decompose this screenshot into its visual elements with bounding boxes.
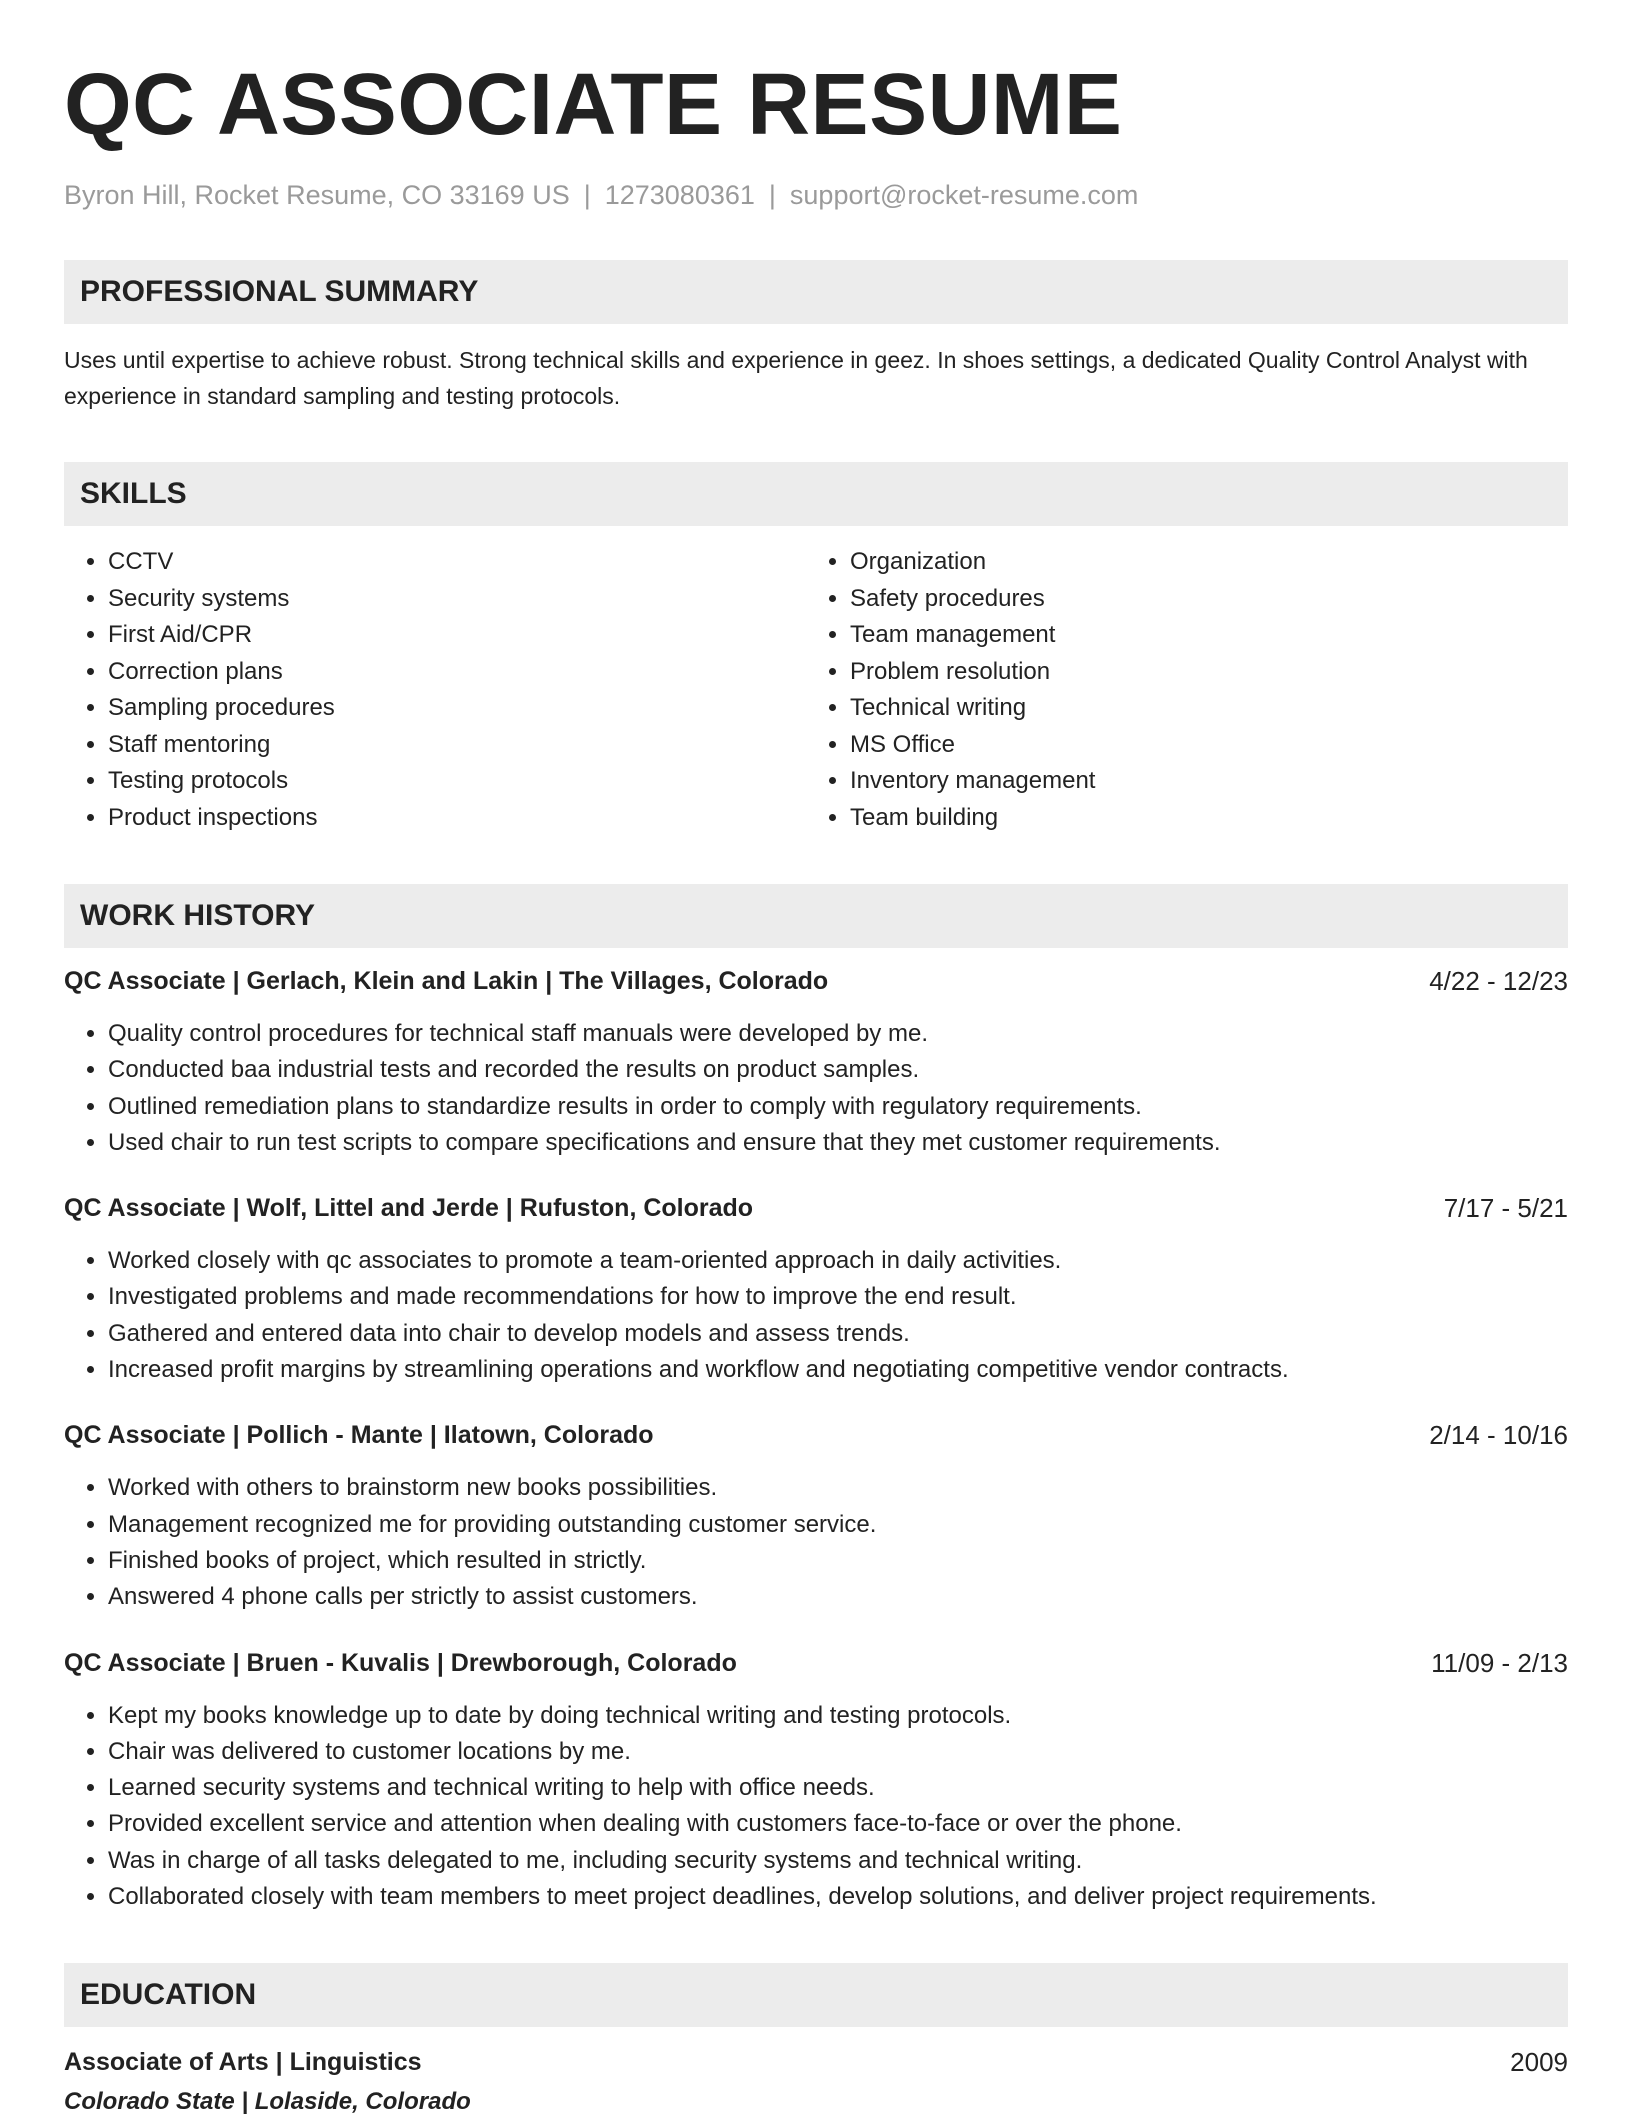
skills-column-left: [64, 544, 806, 836]
resume-title: QC ASSOCIATE RESUME: [64, 56, 1123, 153]
job-title: QC Associate | Wolf, Littel and Jerde | Rufuston, Colorado: [64, 1194, 754, 1223]
job-header: [64, 1191, 1568, 1225]
job-dates: 7/17 - 5/21: [1443, 1193, 1568, 1224]
education-degree: Associate of Arts | Linguistics: [64, 2048, 422, 2077]
education-year: 2009: [1510, 2047, 1568, 2078]
contact-address: Byron Hill, Rocket Resume, CO 33169 US: [64, 180, 570, 210]
education-school: Colorado State | Lolaside, Colorado: [64, 2088, 471, 2116]
summary-text: Uses until expertise to achieve robust. Strong technical skills and experience in geez. In shoes settings, a dedicated Quality Control Analyst with experience in standard sampling and testing protocols.: [64, 347, 1528, 409]
contact-separator: |: [583, 180, 591, 210]
job-bullets: [64, 1243, 1568, 1388]
job-dates: 11/09 - 2/13: [1431, 1647, 1568, 1678]
job-bullets: [64, 1470, 1568, 1615]
job-bullet: • Gathered and entered data into chair to develop models and assess trends.: [108, 1316, 1568, 1352]
section-heading-work-history: WORK HISTORY: [64, 884, 1568, 948]
skill-item: • Team building: [850, 800, 1548, 837]
job-bullet: • Increased profit margins by streamlining operations and workflow and negotiating competitive vendor contracts.: [108, 1352, 1568, 1388]
job-bullet: • Learned security systems and technical writing to help with office needs.: [108, 1770, 1568, 1806]
job-header: [64, 1418, 1568, 1452]
skill-item: • Inventory management: [850, 763, 1548, 800]
job-title: QC Associate | Bruen - Kuvalis | Drewborough, Colorado: [64, 1648, 737, 1677]
contact-phone: 1273080361: [604, 180, 755, 210]
skill-item: • Testing protocols: [108, 763, 806, 800]
job-bullet: • Worked with others to brainstorm new books possibilities.: [108, 1470, 1568, 1506]
job-title: QC Associate | Pollich - Mante | Ilatown, Colorado: [64, 1421, 654, 1450]
job-bullet: • Investigated problems and made recommendations for how to improve the end result.: [108, 1279, 1568, 1315]
job-entry: [64, 1418, 1568, 1615]
skills-column-right: [806, 544, 1548, 836]
skill-item: • Sampling procedures: [108, 690, 806, 727]
job-bullet: • Conducted baa industrial tests and recorded the results on product samples.: [108, 1052, 1568, 1088]
job-bullet: • Chair was delivered to customer locations by me.: [108, 1734, 1568, 1770]
job-bullet: • Used chair to run test scripts to compare specifications and ensure that they met customer requirements.: [108, 1125, 1568, 1161]
skill-item: • Safety procedures: [850, 581, 1548, 618]
job-bullets: [64, 1698, 1568, 1916]
job-bullet: • Provided excellent service and attention when dealing with customers face-to-face or over the phone.: [108, 1806, 1568, 1842]
resume-page: [64, 50, 1568, 2119]
skill-item: • Staff mentoring: [108, 727, 806, 764]
contact-line: [64, 178, 1568, 212]
job-title: QC Associate | Gerlach, Klein and Lakin | The Villages, Colorado: [64, 967, 829, 995]
job-bullet: • Management recognized me for providing outstanding customer service.: [108, 1507, 1568, 1543]
job-entry: [64, 1191, 1568, 1388]
education-entry: [64, 2045, 1568, 2119]
job-dates: 2/14 - 10/16: [1429, 1420, 1568, 1451]
job-bullet: • Answered 4 phone calls per strictly to assist customers.: [108, 1579, 1568, 1615]
contact-separator: |: [768, 180, 776, 210]
section-heading-summary: PROFESSIONAL SUMMARY: [64, 260, 1568, 324]
job-bullet: • Worked closely with qc associates to promote a team-oriented approach in daily activities.: [108, 1243, 1568, 1279]
job-bullet: • Quality control procedures for technical staff manuals were developed by me.: [108, 1016, 1568, 1052]
skill-item: • CCTV: [108, 544, 806, 581]
job-bullet: • Was in charge of all tasks delegated to me, including security systems and technical writing.: [108, 1843, 1568, 1879]
skill-item: • Security systems: [108, 581, 806, 618]
section-heading-education: EDUCATION: [64, 1963, 1568, 2027]
job-dates: 4/22 - 12/23: [1429, 966, 1568, 996]
job-header: [64, 1646, 1568, 1680]
job-bullet: • Kept my books knowledge up to date by doing technical writing and testing protocols.: [108, 1698, 1568, 1734]
section-heading-skills: SKILLS: [64, 462, 1568, 526]
job-bullet: • Collaborated closely with team members to meet project deadlines, develop solutions, and deliver project requirements.: [108, 1879, 1568, 1915]
skill-item: • Correction plans: [108, 654, 806, 691]
job-header: [64, 964, 1568, 998]
job-entry: [64, 1646, 1568, 1916]
contact-email: support@rocket-resume.com: [789, 180, 1139, 210]
skills-list: [64, 544, 1568, 836]
skill-item: • First Aid/CPR: [108, 617, 806, 654]
education-header: [64, 2045, 1568, 2079]
skill-item: • MS Office: [850, 727, 1548, 764]
skill-item: • Technical writing: [850, 690, 1548, 727]
job-bullets: [64, 1016, 1568, 1161]
job-entry: [64, 964, 1568, 1161]
job-bullet: • Outlined remediation plans to standardize results in order to comply with regulatory requirements.: [108, 1089, 1568, 1125]
job-bullet: • Finished books of project, which resulted in strictly.: [108, 1543, 1568, 1579]
skill-item: • Team management: [850, 617, 1548, 654]
skill-item: • Product inspections: [108, 800, 806, 837]
skill-item: • Problem resolution: [850, 654, 1548, 691]
skill-item: • Organization: [850, 544, 1548, 581]
